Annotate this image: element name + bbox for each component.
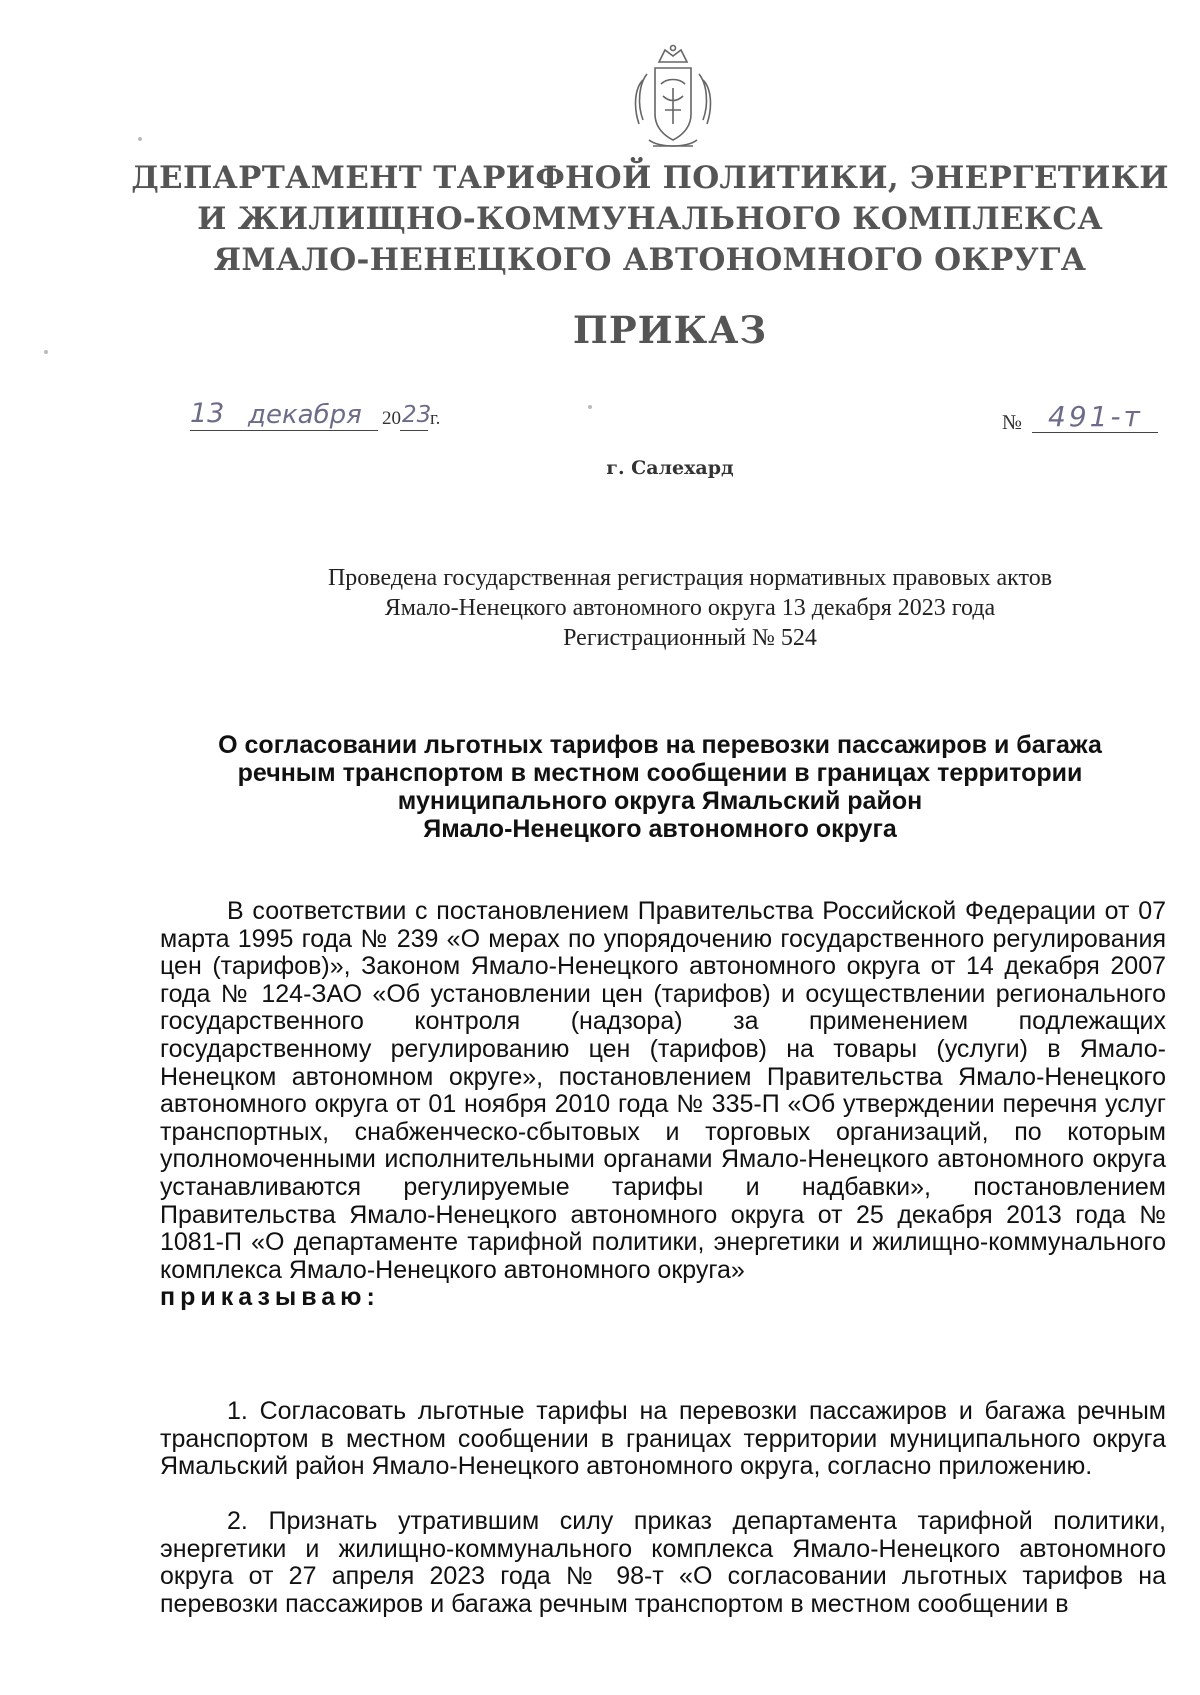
department-name — [100, 158, 1200, 281]
coat-of-arms-icon — [629, 44, 717, 154]
preamble-text: В соответствии с постановлением Правительства Российской Федерации от 07 марта 1995 года № 239 «О мерах по упорядочению государственного регулирования цен (тарифов)», Законом Ямало-Ненецкого автономного округа от 14 декабря 2007 года № 124-ЗАО «Об установлении цен (тарифов) и осуществлении регионального государственного контроля (надзора) за применением подлежащих государственному регулированию цен (тарифов) на товары (услуги) в Ямало-Ненецком автономном округе», постановлением Правительства Ямало-Ненецкого автономного округа от 01 ноября 2010 года № 335-П «Об утверждении перечня услуг транспортных, снабженческо-сбытовых и торговых организаций, по которым уполномоченными исполнительными органами Ямало-Ненецкого автономного округа устанавливаются регулируемые тарифы и надбавки», постановлением Правительства Ямало-Ненецкого автономного округа от 25 декабря 2013 года № 1081-П «О департаменте тарифной политики, энергетики и жилищно-коммунального комплекса Ямало-Ненецкого автономного округа» — [160, 897, 1166, 1284]
registration-line: Регистрационный № 524 — [563, 625, 817, 651]
department-line: И ЖИЛИЩНО-КОММУНАЛЬНОГО КОМПЛЕКСА — [197, 201, 1103, 237]
date-underline — [190, 430, 378, 431]
order-word: приказываю: — [160, 1283, 380, 1312]
date-year-mark: г. — [430, 408, 441, 429]
order-item — [160, 1398, 1166, 1481]
document-type-title: ПРИКАЗ — [572, 308, 768, 352]
document-number — [1002, 400, 1162, 436]
title-line: О согласовании льготных тарифов на перевозки пассажиров и багажа — [218, 731, 1102, 759]
order-item-text: 1. Согласовать льготные тарифы на перевозки пассажиров и багажа речным транспортом в местном сообщении в границах территории муниципального округа Ямальский район Ямало-Ненецкого автономного округа, согласно приложению. — [160, 1397, 1166, 1481]
department-line: ДЕПАРТАМЕНТ ТАРИФНОЙ ПОЛИТИКИ, ЭНЕРГЕТИКИ — [131, 160, 1169, 196]
number-value: 491-т — [1048, 400, 1143, 433]
scan-speck — [44, 350, 48, 354]
title-line: муниципального округа Ямальский район — [397, 787, 923, 815]
date-day: 13 — [190, 398, 225, 429]
scan-speck — [588, 405, 592, 409]
order-item — [160, 1508, 1166, 1618]
city-name: г. Салехард — [606, 457, 734, 479]
preamble-paragraph — [160, 898, 1166, 1312]
registration-stamp — [250, 563, 1130, 653]
date-year-suffix: 23 — [402, 402, 432, 428]
number-sign: № — [1002, 410, 1023, 434]
title-line: Ямало-Ненецкого автономного округа — [423, 815, 897, 843]
department-line: ЯМАЛО-НЕНЕЦКОГО АВТОНОМНОГО ОКРУГА — [213, 242, 1087, 278]
title-line: речным транспортом в местном сообщении в границах территории — [237, 759, 1083, 787]
document-date — [190, 398, 470, 434]
order-item-text: 2. Признать утратившим силу приказ департамента тарифной политики, энергетики и жилищно-коммунального комплекса Ямало-Ненецкого автономного округа от 27 апреля 2023 года № 98-т «О согласовании льготных тарифов на перевозки пассажиров и багажа речным транспортом в местном сообщении в — [160, 1507, 1166, 1618]
date-month: декабря — [248, 400, 362, 430]
scan-speck — [138, 137, 142, 141]
date-year-prefix: 20 — [382, 408, 401, 429]
registration-line: Проведена государственная регистрация нормативных правовых актов — [327, 565, 1053, 591]
registration-line: Ямало-Ненецкого автономного округа 13 декабря 2023 года — [384, 595, 996, 621]
document-title — [160, 731, 1160, 843]
number-underline — [1032, 432, 1158, 433]
year-underline — [400, 430, 428, 431]
